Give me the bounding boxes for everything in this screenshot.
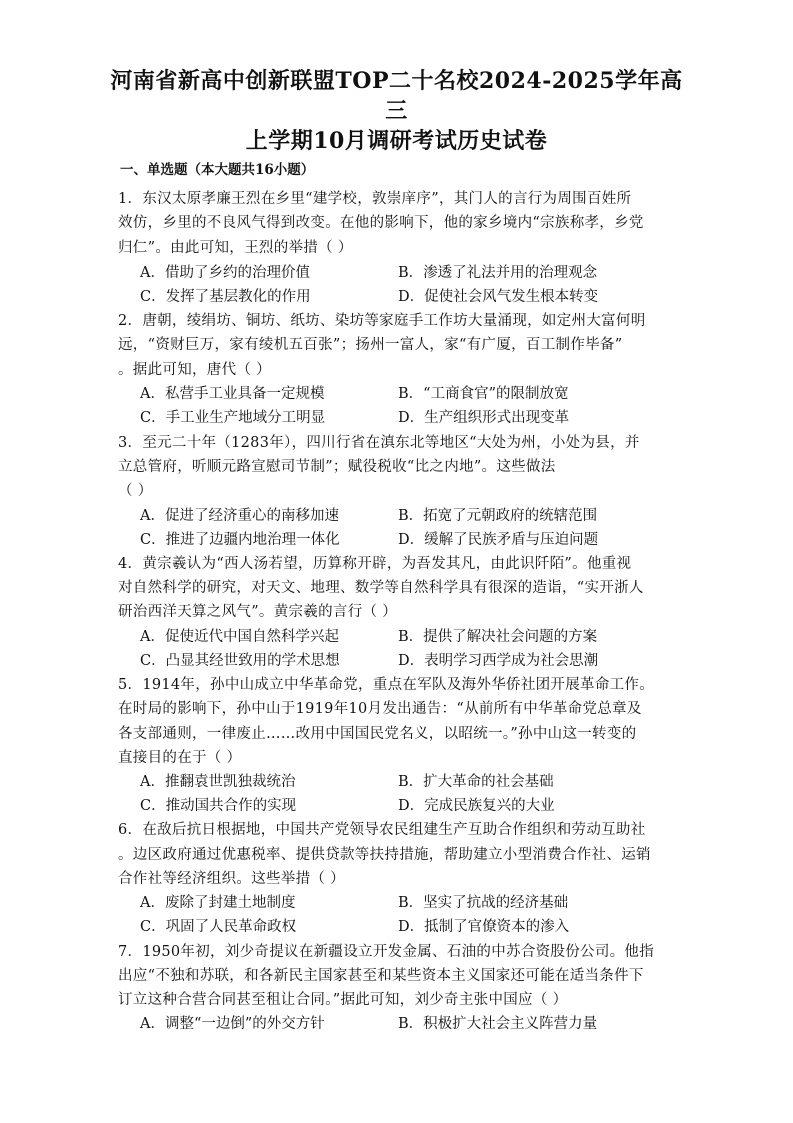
question-4-line-3: 研治西洋天算之风气”。黄宗羲的言行（ ） xyxy=(118,604,398,620)
question-5-option-b: B．扩大革命的社会基础 xyxy=(398,774,554,790)
question-3-line-3: （ ） xyxy=(118,483,153,499)
question-2-option-c: C．手工业生产地域分工明显 xyxy=(140,410,326,426)
question-6-line-1: 6．在敌后抗日根据地，中国共产党领导农民组建生产互助合作组织和劳动互助社 xyxy=(118,822,646,838)
document-title xyxy=(100,66,693,156)
question-3-option-a: A．促进了经济重心的南移加速 xyxy=(140,508,339,524)
question-6-line-2: 。边区政府通过优惠税率、提供贷款等扶持措施，帮助建立小型消费合作社、运销 xyxy=(118,847,651,863)
question-2-line-3: 。据此可知，唐代（ ） xyxy=(118,362,271,378)
question-4-option-b: B．提供了解决社会问题的方案 xyxy=(398,629,598,645)
question-1-line-1: 1．东汉太原孝廉王烈在乡里“建学校，敦崇庠序”，其门人的言行为周围百姓所 xyxy=(118,191,632,207)
question-3-option-d: D．缓解了民族矛盾与压迫问题 xyxy=(398,532,599,548)
question-2-option-a: A．私营手工业具备一定规模 xyxy=(140,386,325,402)
question-3-line-1: 3．至元二十年（1283年），四川行省在滇东北等地区“大处为州，小处为县，并 xyxy=(118,435,640,451)
question-5-option-d: D．完成民族复兴的大业 xyxy=(398,798,555,814)
question-1-option-d: D．促使社会风气发生根本转变 xyxy=(398,289,599,305)
question-5-line-1: 5．1914年，孙中山成立中华革命党，重点在军队及海外华侨社团开展革命工作。 xyxy=(118,677,655,693)
question-6-option-a: A．废除了封建土地制度 xyxy=(140,895,296,911)
question-4-line-1: 4．黄宗羲认为“西人汤若望，历算称开辟，为吾发其凡，由此识阡陌”。他重视 xyxy=(118,556,632,572)
question-6-option-c: C．巩固了人民革命政权 xyxy=(140,919,297,935)
question-3-option-b: B．拓宽了元朝政府的统辖范围 xyxy=(398,508,598,524)
question-4-option-c: C．凸显其经世致用的学术思想 xyxy=(140,653,340,669)
question-2-line-1: 2．唐朝，绫绢坊、铜坊、纸坊、染坊等家庭手工作坊大量涌现，如定州大富何明 xyxy=(118,313,646,329)
question-1-line-3: 归仁”。由此可知，王烈的举措（ ） xyxy=(118,240,353,256)
question-2-line-2: 远，“资财巨万，家有绫机五百张”；扬州一富人，家“有广厦，百工制作毕备” xyxy=(118,337,623,353)
title-line-2: 上学期10月调研考试历史试卷 xyxy=(245,128,548,154)
question-7-line-1: 7．1950年初，刘少奇提议在新疆设立开发金属、石油的中苏合资股份公司。他指 xyxy=(118,944,655,960)
question-4-option-a: A．促使近代中国自然科学兴起 xyxy=(140,629,339,645)
question-2-option-b: B．“工商食官”的限制放宽 xyxy=(398,386,569,402)
question-2-option-d: D．生产组织形式出现变革 xyxy=(398,410,570,426)
question-5-line-3: 各支部通则，一律废止……改用中国国民党名义，以昭统一。”孙中山这一转变的 xyxy=(118,726,637,742)
question-6-option-b: B．坚实了抗战的经济基础 xyxy=(398,895,569,911)
question-4-line-2: 对自然科学的研究，对天文、地理、数学等自然科学具有很深的造诣，“实开浙人 xyxy=(118,580,644,596)
question-5-line-2: 在时局的影响下，孙中山于1919年10月发出通告：“从前所有中华革命党总章及 xyxy=(118,701,642,717)
question-6-option-d: D．抵制了官僚资本的渗入 xyxy=(398,919,570,935)
question-7-line-3: 订立这种合营合同甚至租让合同。”据此可知，刘少奇主张中国应（ ） xyxy=(118,992,568,1008)
question-1-option-c: C．发挥了基层教化的作用 xyxy=(140,289,311,305)
question-7-option-b: B．积极扩大社会主义阵营力量 xyxy=(398,1016,598,1032)
question-1-option-a: A．借助了乡约的治理价值 xyxy=(140,265,310,281)
question-7-option-a: A．调整“一边倒”的外交方针 xyxy=(140,1016,325,1032)
question-5-option-a: A．推翻袁世凯独裁统治 xyxy=(140,774,296,790)
question-5-line-4: 直接目的在于（ ） xyxy=(118,750,242,766)
question-7-line-2: 出应“不独和苏联，和各新民主国家甚至和某些资本主义国家还可能在适当条件下 xyxy=(118,968,644,984)
question-3-option-c: C．推进了边疆内地治理一体化 xyxy=(140,532,340,548)
question-5-option-c: C．推动国共合作的实现 xyxy=(140,798,297,814)
question-4-option-d: D．表明学习西学成为社会思潮 xyxy=(398,653,599,669)
question-6-line-3: 合作社等经济组织。这些举措（ ） xyxy=(118,871,345,887)
section-heading: 一、单选题（本大题共16小题） xyxy=(120,162,315,178)
question-3-line-2: 立总管府，听顺元路宣慰司节制”；赋役税收“比之内地”。这些做法 xyxy=(118,459,556,475)
question-1-line-2: 效仿，乡里的不良风气得到改变。在他的影响下，他的家乡境内“宗族称孝，乡党 xyxy=(118,215,644,231)
title-line-1: 河南省新高中创新联盟TOP二十名校2024-2025学年高三 xyxy=(110,68,683,124)
question-1-option-b: B．渗透了礼法并用的治理观念 xyxy=(398,265,598,281)
